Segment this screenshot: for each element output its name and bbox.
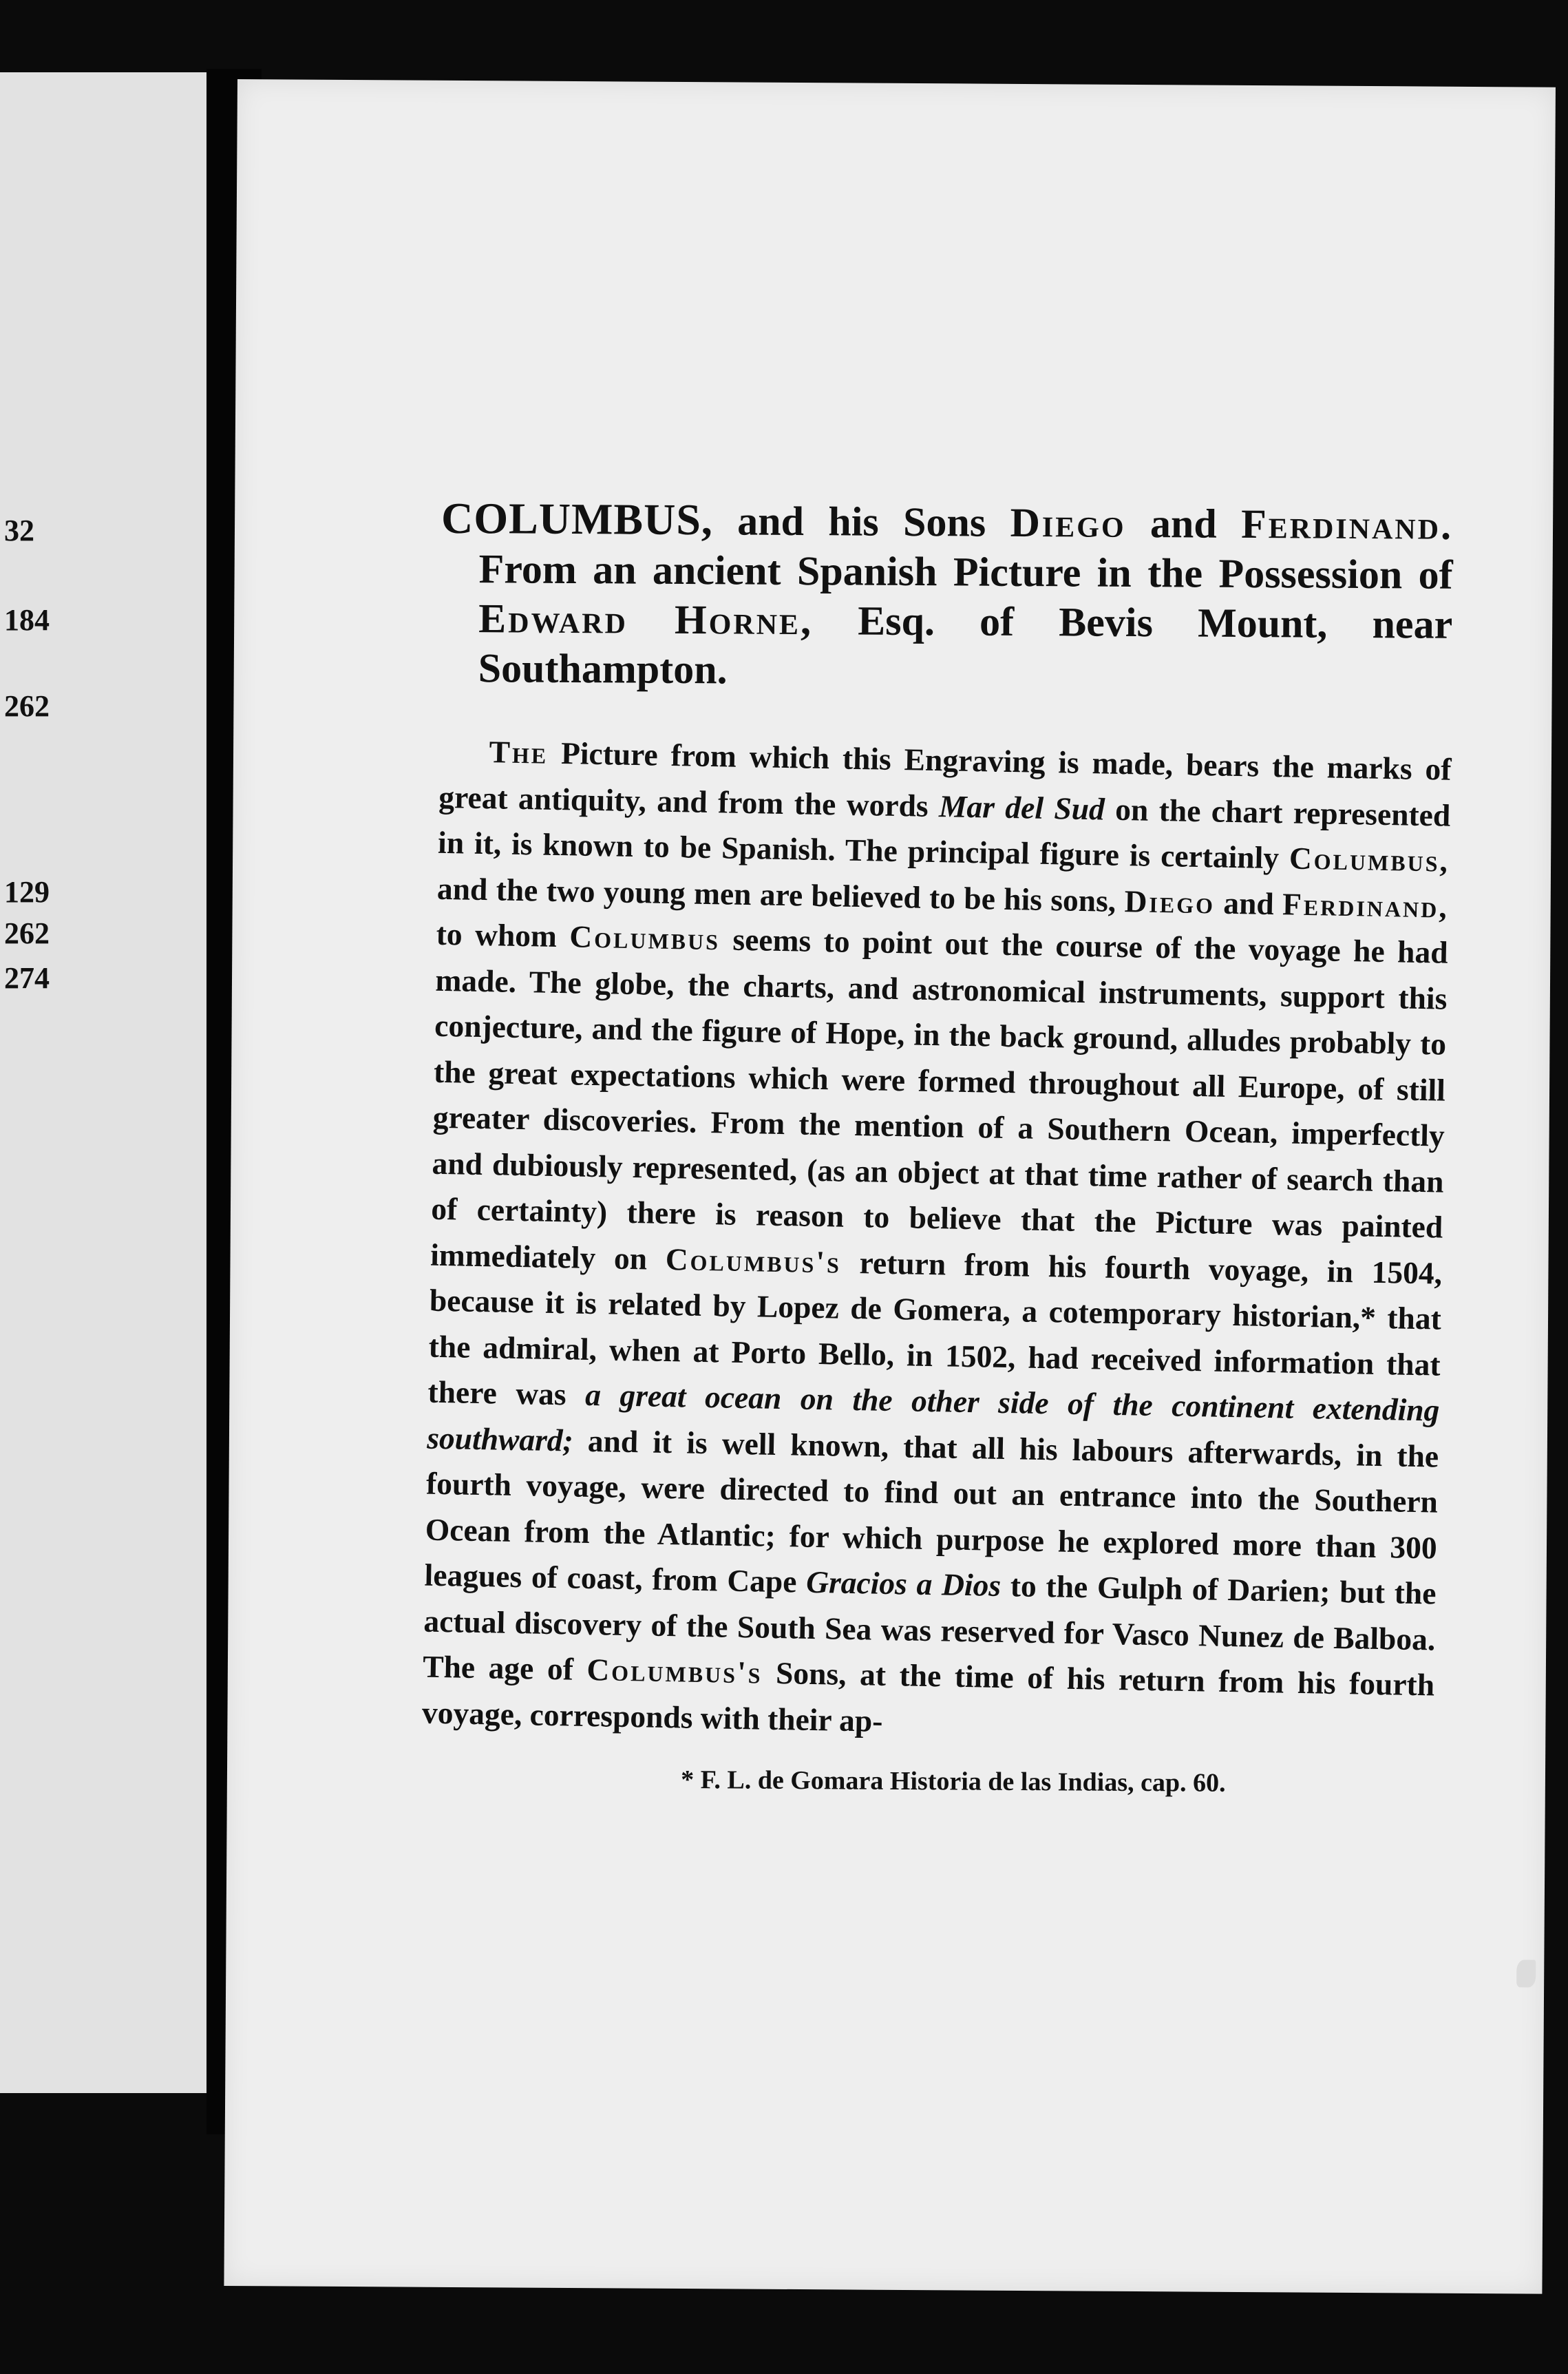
page-number: 262	[4, 689, 50, 723]
page-number: 129	[4, 875, 50, 909]
left-page	[0, 72, 206, 2093]
plate-title: COLUMBUS, and his Sons Diego and Ferdinand. From an ancient Spanish Picture in the Possession of Edward Horne, Esq. of Bevis Mount, near Southampton.	[441, 493, 1454, 693]
page-number: 32	[4, 514, 34, 547]
page-tab-mark	[1516, 1960, 1536, 1987]
page-number: 184	[4, 603, 50, 637]
footnote: * F. L. de Gomara Historia de las Indias, cap. 60.	[681, 1765, 1226, 1798]
index-page-numbers	[0, 72, 206, 2093]
description-paragraph: The Picture from which this Engraving is made, bears the marks of great antiquity, and from the words Mar del Sud on the chart represented in it, is known to be Spanish. The principal figure is certainly Columbus, and the two young men are believed to be his sons, Diego and Ferdinand, to whom Columbus seems to point out the course of the voyage he had made. The globe, the charts, and astronomical instruments, support this conjecture, and the figure of Hope, in the back ground, alludes probably to the great expectations which were formed throughout all Europe, of still greater discoveries. From the mention of a Southern Ocean, imperfectly and dubiously represented, (as an object at that time rather of search than of certainty) there is reason to believe that the Picture was painted immediately on Columbus's return from his fourth voyage, in 1504, because it is related by Lopez de Gomera, a cotemporary historian,* that the admiral, when at Porto Bello, in 1502, had received information that there was a great ocean on the other side of the continent extending southward; and it is well known, that all his labours afterwards, in the fourth voyage, were directed to find out an entrance into the Southern Ocean from the Atlantic; for which purpose he explored more than 300 leagues of coast, from Cape Gracios a Dios to the Gulph of Darien; but the actual discovery of the South Sea was reserved for Vasco Nunez de Balboa. The age of Columbus's Sons, at the time of his return from his fourth voyage, corresponds with their ap-	[421, 734, 1452, 1739]
page-number: 274	[4, 961, 50, 995]
right-page	[224, 79, 1556, 2294]
page-content	[421, 493, 1454, 1800]
page-number: 262	[4, 916, 50, 950]
